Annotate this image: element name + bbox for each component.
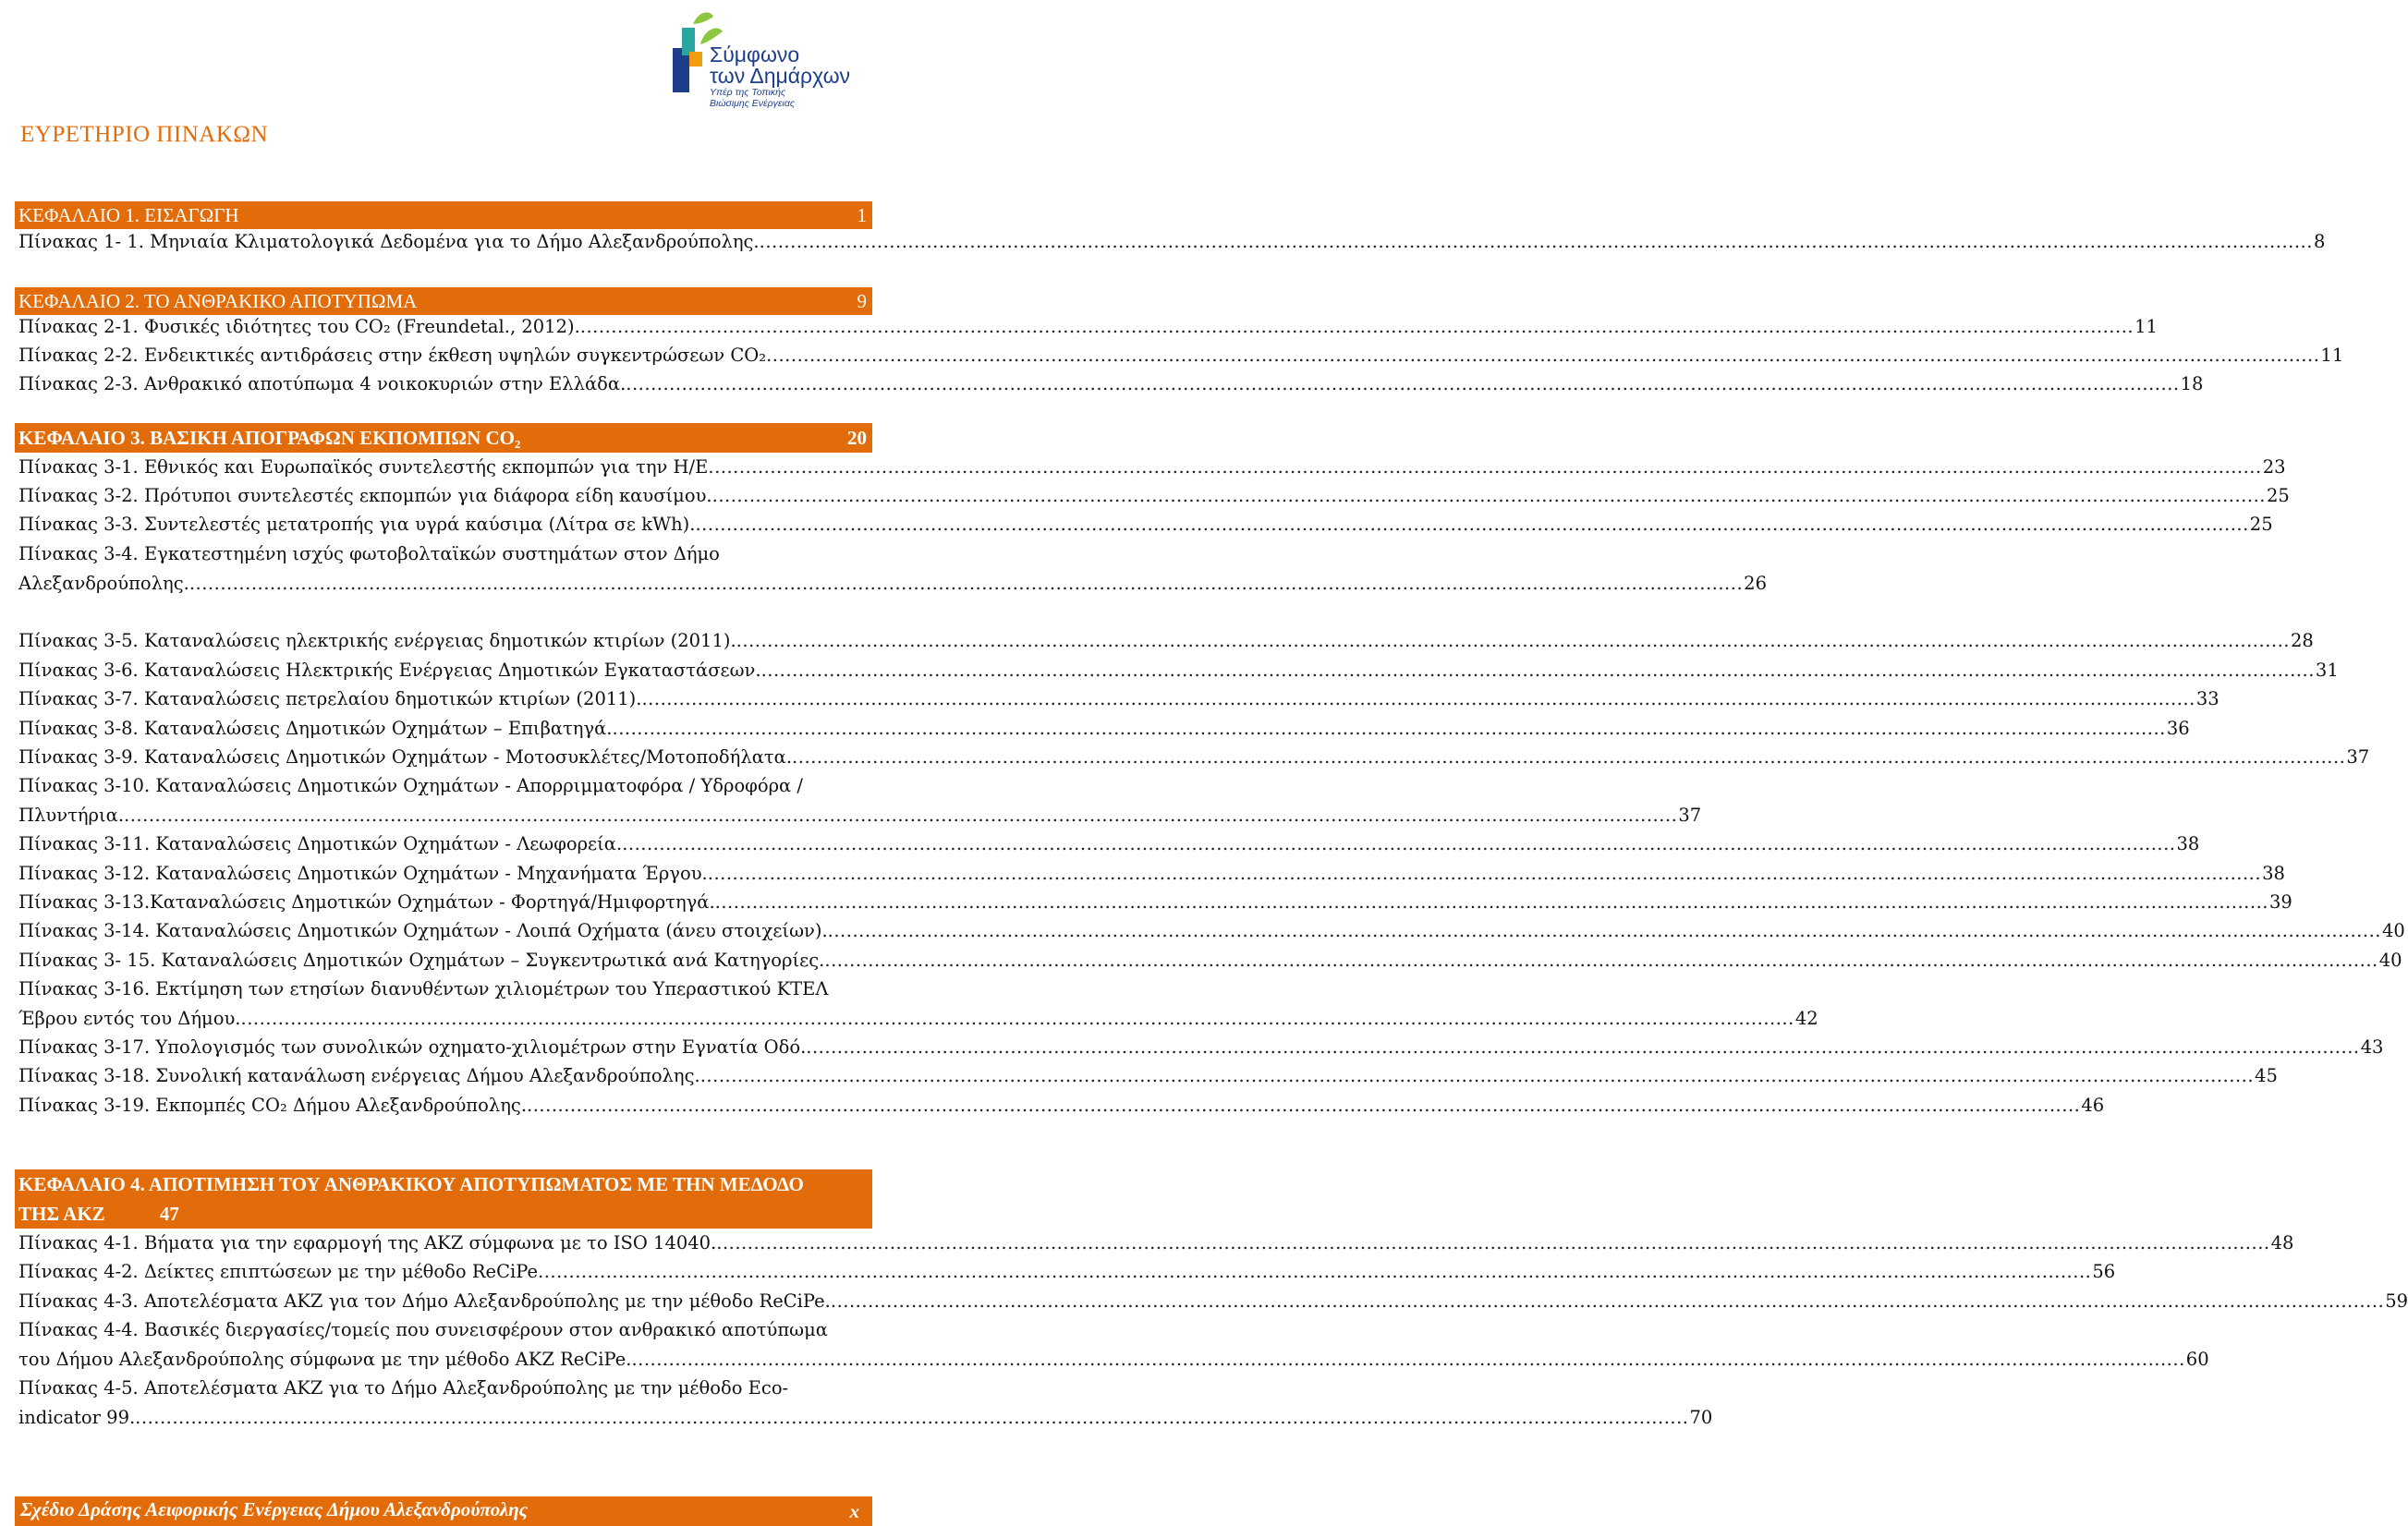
logo-line-2: των Δημάρχων bbox=[710, 64, 851, 88]
leader-dots bbox=[241, 1004, 1794, 1034]
entry-page: 43 bbox=[2360, 1036, 2384, 1058]
leader-dots bbox=[538, 1257, 2091, 1287]
leader-dots bbox=[760, 227, 2313, 257]
toc-entry[interactable] bbox=[18, 1374, 1713, 1432]
entry-continuation bbox=[18, 1403, 1713, 1433]
toc-entry[interactable] bbox=[18, 227, 2326, 257]
leader-dots bbox=[695, 510, 2248, 539]
toc-entry[interactable] bbox=[18, 1287, 2408, 1316]
leader-dots bbox=[631, 1345, 2184, 1375]
entry-text-2: του Δήμου Αλεξανδρούπολης σύμφωνα με την μέθοδο ΑΚΖ ReCiPe. bbox=[18, 1348, 632, 1370]
entry-text: Πίνακας 4-4. Βασικές διεργασίες/τομείς που συνεισφέρουν στον ανθρακικό αποτύπωμα bbox=[18, 1319, 828, 1340]
toc-entry[interactable] bbox=[18, 312, 2158, 342]
toc-entry[interactable] bbox=[18, 1091, 2105, 1120]
logo-line-1: Σύμφωνο bbox=[710, 42, 800, 67]
toc-entry[interactable] bbox=[18, 1229, 2294, 1258]
leader-dots bbox=[761, 656, 2315, 685]
entry-text: Πίνακας 3-4. Εγκατεστημένη ισχύς φωτοβολταϊκών συστημάτων στον Δήμο bbox=[18, 543, 720, 564]
toc-entry[interactable] bbox=[18, 656, 2339, 685]
entry-page: 8 bbox=[2313, 231, 2326, 252]
entry-page: 28 bbox=[2291, 630, 2314, 651]
entry-text: Πίνακας 2-2. Ενδεικτικές αντιδράσεις στην έκθεση υψηλών συγκεντρώσεων CO₂ bbox=[18, 345, 767, 366]
toc-entry[interactable] bbox=[18, 975, 1818, 1033]
entry-text: Πίνακας 3-1. Εθνικός και Ευρωπαϊκός συντελεστής εκπομπών για την Η/Ε bbox=[18, 456, 709, 478]
toc-entry[interactable] bbox=[18, 481, 2290, 511]
leader-dots bbox=[700, 1061, 2254, 1091]
entry-text: Πίνακας 3-2. Πρότυποι συντελεστές εκπομπών για διάφορα είδη καυσίμου. bbox=[18, 485, 712, 506]
chapter-heading[interactable] bbox=[15, 423, 872, 453]
page-footer bbox=[15, 1496, 872, 1526]
entry-text: Πίνακας 4-1. Βήματα για την εφαρμογή της ΑΚΖ σύμφωνα με το ISO 14040. bbox=[18, 1232, 717, 1254]
leader-dots bbox=[806, 1033, 2359, 1062]
entry-text: Πίνακας 2-3. Ανθρακικό αποτύπωμα 4 νοικοκυριών στην Ελλάδα. bbox=[18, 373, 626, 394]
entry-text: Πίνακας 3-13.Καταναλώσεις Δημοτικών Οχημάτων - Φορτηγά/Ημιφορτηγά. bbox=[18, 891, 715, 913]
toc-entry[interactable] bbox=[18, 341, 2344, 370]
logo-text bbox=[710, 44, 867, 109]
toc-entry[interactable] bbox=[18, 453, 2286, 482]
entry-page: 40 bbox=[2378, 950, 2402, 971]
entry-text: Πίνακας 3-10. Καταναλώσεις Δημοτικών Οχημάτων - Απορριμματοφόρα / Υδροφόρα / bbox=[18, 775, 803, 796]
page-title: ΕΥΡΕΤΗΡΙΟ ΠΙΝΑΚΩΝ bbox=[20, 122, 269, 147]
toc-entry[interactable] bbox=[18, 1315, 2209, 1374]
leader-dots bbox=[527, 1091, 2080, 1120]
chapter-label: ΚΕΦΑΛΑΙΟ 1. ΕΙΣΑΓΩΓΗ bbox=[18, 204, 239, 226]
entry-text: Πίνακας 3-16. Εκτίμηση των ετησίων διανυθέντων χιλιομέτρων του Υπεραστικού ΚΤΕΛ bbox=[18, 978, 829, 999]
entry-page: 70 bbox=[1689, 1406, 1713, 1428]
entry-page: 38 bbox=[2176, 833, 2200, 854]
entry-page: 48 bbox=[2270, 1232, 2294, 1254]
leader-dots bbox=[613, 714, 2166, 744]
entry-page: 11 bbox=[2320, 345, 2344, 366]
leader-dots bbox=[712, 481, 2266, 511]
entry-text: Πίνακας 3-3. Συντελεστές μετατροπής για υγρά καύσιμα (Λίτρα σε kWh). bbox=[18, 514, 696, 535]
toc-entry[interactable] bbox=[18, 946, 2402, 975]
entry-page: 37 bbox=[1678, 804, 1702, 826]
entry-text: Πίνακας 4-3. Αποτελέσματα ΑΚΖ για τον Δήμο Αλεξανδρούπολης με την μέθοδο ReCiPe. bbox=[18, 1290, 831, 1312]
entry-page: 36 bbox=[2166, 718, 2190, 739]
toc-entry[interactable] bbox=[18, 1257, 2116, 1287]
entry-text: Πίνακας 4-5. Αποτελέσματα ΑΚΖ για το Δήμο Αλεξανδρούπολης με την μέθοδο Eco- bbox=[18, 1377, 789, 1399]
entry-text: Πίνακας 1- 1. Μηνιαία Κλιματολογικά Δεδομένα για το Δήμο Αλεξανδρούπολης. bbox=[18, 231, 760, 252]
toc-entry[interactable] bbox=[18, 626, 2314, 656]
leader-dots bbox=[715, 888, 2268, 917]
leader-dots bbox=[135, 1403, 1688, 1433]
entry-text: Πίνακας 3-6. Καταναλώσεις Ηλεκτρικής Ενέργειας Δημοτικών Εγκαταστάσεων. bbox=[18, 660, 761, 681]
leader-dots bbox=[708, 859, 2261, 889]
chapter-heading[interactable] bbox=[15, 201, 872, 229]
entry-text-2: Έβρου εντός του Δήμου. bbox=[18, 1007, 241, 1029]
leader-dots bbox=[824, 946, 2378, 975]
chapter-heading[interactable] bbox=[15, 1169, 872, 1229]
toc-entry[interactable] bbox=[18, 510, 2273, 539]
chapter-page: 9 bbox=[857, 290, 867, 312]
leader-dots bbox=[766, 341, 2319, 370]
entry-text: Πίνακας 4-2. Δείκτες επιπτώσεων με την μέθοδο ReCiPe bbox=[18, 1261, 539, 1282]
chapter-page: 47 bbox=[159, 1203, 179, 1225]
entry-text: Πίνακας 3-17. Υπολογισμός των συνολικών οχηματο-χιλιομέτρων στην Εγνατία Οδό. bbox=[18, 1036, 807, 1058]
entry-continuation bbox=[18, 1004, 1818, 1034]
chapter-label: ΚΕΦΑΛΑΙΟ 3. ΒΑΣΙΚΗ ΑΠΟΓΡΑΦΩΝ ΕΚΠΟΜΠΩΝ CO₂ bbox=[18, 427, 521, 449]
entry-text: Πίνακας 3-19. Εκπομπές CO₂ Δήμου Αλεξανδρούπολης. bbox=[18, 1095, 528, 1116]
entry-page: 25 bbox=[2249, 514, 2273, 535]
toc-entry[interactable] bbox=[18, 714, 2190, 744]
chapter-label: ΚΕΦΑΛΑΙΟ 4. ΑΠΟΤΙΜΗΣΗ ΤΟΥ ΑΝΘΡΑΚΙΚΟΥ ΑΠΟΤΥΠΩΜΑΤΟΣ ΜΕ ΤΗΝ ΜΕΔΟΔΟ bbox=[18, 1173, 804, 1195]
entry-page: 37 bbox=[2346, 746, 2370, 768]
entry-text: Πίνακας 3-11. Καταναλώσεις Δημοτικών Οχημάτων - Λεωφορεία. bbox=[18, 833, 623, 854]
leader-dots bbox=[124, 801, 1677, 830]
entry-text: Πίνακας 3-5. Καταναλώσεις ηλεκτρικής ενέργειας δημοτικών κτιρίων (2011). bbox=[18, 630, 736, 651]
leader-dots bbox=[641, 684, 2195, 714]
entry-text: Πίνακας 2-1. Φυσικές ιδιότητες του CO₂ (Freundetal., 2012). bbox=[18, 316, 580, 337]
leader-dots bbox=[189, 569, 1743, 599]
toc-entry[interactable] bbox=[18, 916, 2405, 946]
toc-entry[interactable] bbox=[18, 888, 2292, 917]
footer-text: Σχέδιο Δράσης Αειφορικής Ενέργειας Δήμου Αλεξανδρούπολης bbox=[20, 1498, 529, 1520]
entry-page: 18 bbox=[2180, 373, 2204, 394]
leader-dots bbox=[828, 916, 2381, 946]
entry-continuation bbox=[18, 1345, 2209, 1375]
entry-text-2: Πλυντήρια. bbox=[18, 804, 125, 826]
entry-page: 26 bbox=[1744, 572, 1767, 594]
leader-dots bbox=[831, 1287, 2384, 1316]
toc-entry[interactable] bbox=[18, 859, 2285, 889]
entry-page: 23 bbox=[2262, 456, 2286, 478]
leader-dots bbox=[736, 626, 2290, 656]
chapter-page: 20 bbox=[847, 427, 867, 449]
toc-entry[interactable] bbox=[18, 830, 2200, 859]
entry-page: 45 bbox=[2255, 1065, 2278, 1086]
entry-text: Πίνακας 3-14. Καταναλώσεις Δημοτικών Οχημάτων - Λοιπά Οχήματα (άνευ στοιχείων). bbox=[18, 920, 828, 941]
toc-entry[interactable] bbox=[18, 743, 2370, 772]
leader-dots bbox=[716, 1229, 2269, 1258]
leader-dots bbox=[622, 830, 2175, 859]
entry-page: 31 bbox=[2315, 660, 2339, 681]
entry-text: Πίνακας 3-18. Συνολική κατανάλωση ενέργειας Δήμου Αλεξανδρούπολης. bbox=[18, 1065, 700, 1086]
toc-entry[interactable] bbox=[18, 684, 2219, 714]
leader-dots bbox=[580, 312, 2134, 342]
chapter-label-2: ΤΗΣ ΑΚΖ bbox=[18, 1203, 105, 1225]
entry-page: 56 bbox=[2092, 1261, 2116, 1282]
entry-text: Πίνακας 3-7. Καταναλώσεις πετρελαίου δημοτικών κτιρίων (2011). bbox=[18, 688, 642, 709]
entry-page: 11 bbox=[2134, 316, 2158, 337]
entry-page: 60 bbox=[2185, 1348, 2209, 1370]
entry-page: 38 bbox=[2262, 863, 2285, 884]
footer-page-number: x bbox=[849, 1500, 859, 1522]
entry-text: Πίνακας 3-8. Καταναλώσεις Δημοτικών Οχημάτων – Επιβατηγά. bbox=[18, 718, 613, 739]
chapter-heading[interactable] bbox=[15, 287, 872, 315]
toc-entry[interactable] bbox=[18, 539, 1767, 598]
toc-entry[interactable] bbox=[18, 369, 2204, 399]
entry-text-2: Αλεξανδρούπολης. bbox=[18, 572, 189, 594]
entry-page: 59 bbox=[2385, 1290, 2408, 1312]
chapter-label: ΚΕΦΑΛΑΙΟ 2. ΤΟ ΑΝΘΡΑΚΙΚΟ ΑΠΟΤΥΠΩΜΑ bbox=[18, 290, 418, 312]
leader-dots bbox=[626, 369, 2179, 399]
entry-continuation bbox=[18, 569, 1767, 599]
entry-page: 25 bbox=[2266, 485, 2290, 506]
entry-page: 46 bbox=[2081, 1095, 2105, 1116]
logo-line-3: Υπέρ της Τοπικής bbox=[710, 87, 786, 98]
toc-entry[interactable] bbox=[18, 1061, 2278, 1091]
entry-continuation bbox=[18, 801, 1702, 830]
entry-page: 40 bbox=[2381, 920, 2405, 941]
toc-entry[interactable] bbox=[18, 771, 1702, 830]
toc-entry[interactable] bbox=[18, 1033, 2384, 1062]
entry-page: 42 bbox=[1794, 1007, 1818, 1029]
entry-text: Πίνακας 3-12. Καταναλώσεις Δημοτικών Οχημάτων - Μηχανήματα Έργου. bbox=[18, 863, 708, 884]
entry-text-2: indicator 99. bbox=[18, 1406, 136, 1428]
chapter-page: 1 bbox=[857, 204, 867, 226]
entry-text: Πίνακας 3- 15. Καταναλώσεις Δημοτικών Οχημάτων – Συγκεντρωτικά ανά Κατηγορίες. bbox=[18, 950, 825, 971]
entry-text: Πίνακας 3-9. Καταναλώσεις Δημοτικών Οχημάτων - Μοτοσυκλέτες/Μοτοποδήλατα. bbox=[18, 746, 793, 768]
leader-dots bbox=[792, 743, 2345, 772]
entry-page: 33 bbox=[2195, 688, 2219, 709]
logo-line-4: Βιώσιμης Ενέργειας bbox=[710, 98, 795, 109]
entry-page: 39 bbox=[2268, 891, 2292, 913]
leader-dots bbox=[708, 453, 2261, 482]
